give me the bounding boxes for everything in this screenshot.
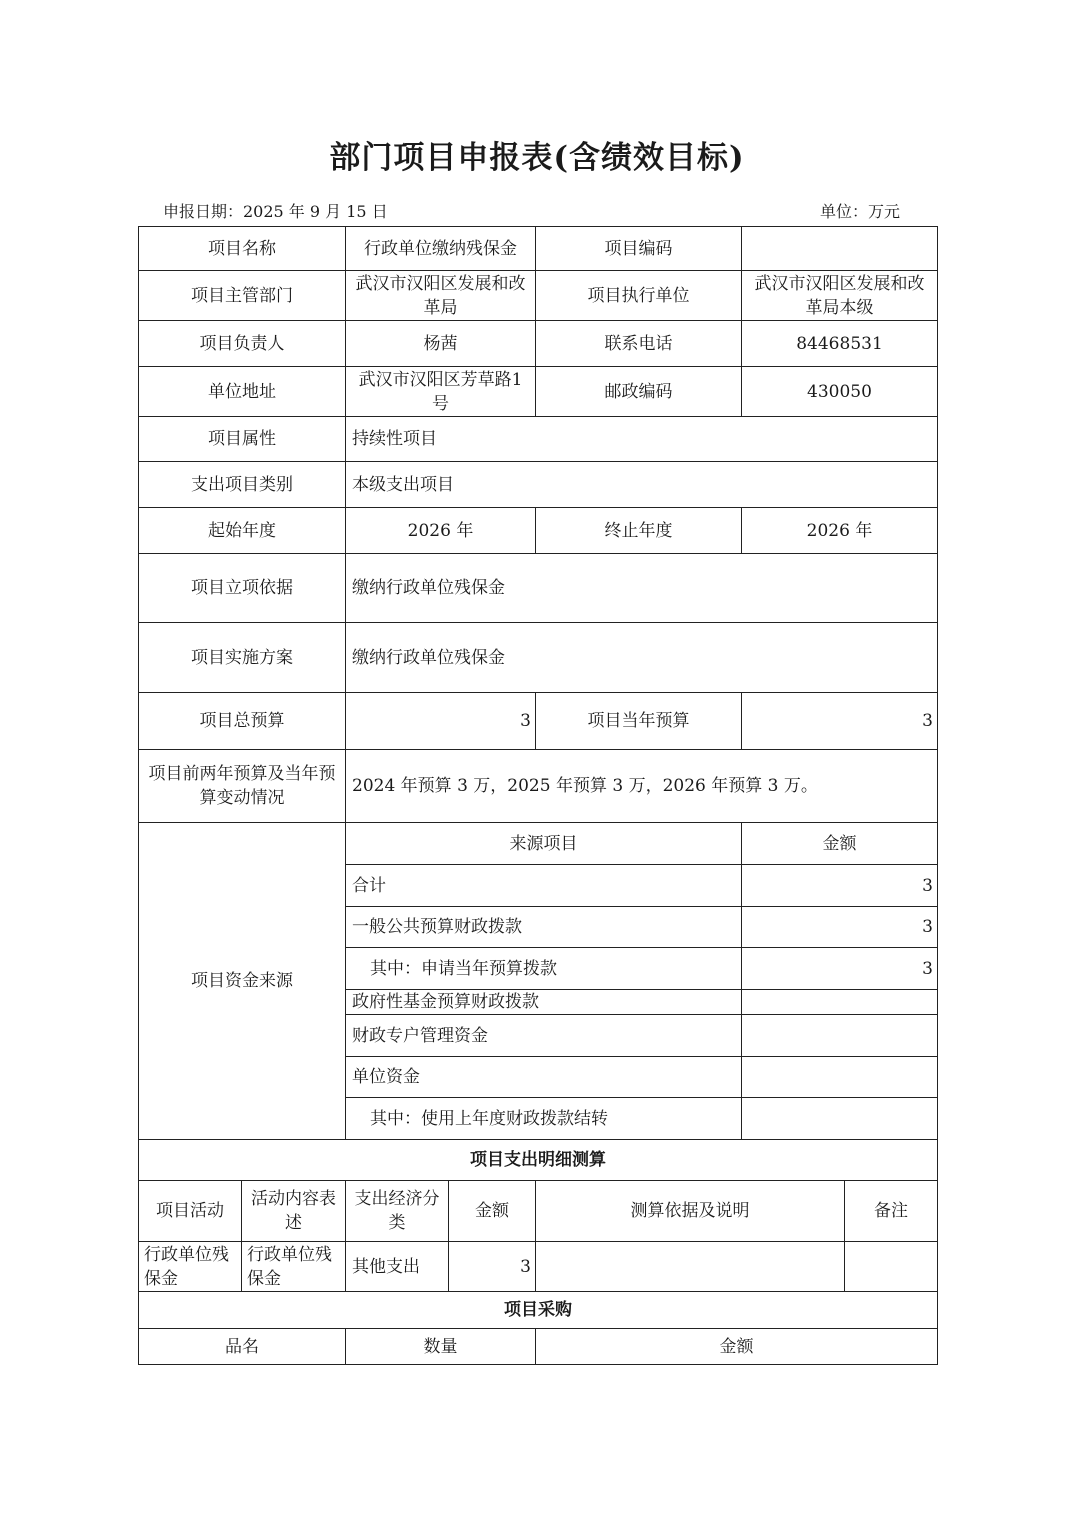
expense-header-amount: 金额 [449,1181,536,1242]
expense-row [139,1242,938,1292]
funding-header-source: 来源项目 [346,823,742,865]
funding-label: 项目资金来源 [139,823,346,1140]
label-phone: 联系电话 [536,321,742,367]
value-project-name: 行政单位缴纳残保金 [346,227,536,271]
row-departments [139,271,938,321]
funding-source: 政府性基金预算财政拨款 [346,990,742,1015]
expense-detail-table [138,1139,938,1365]
unit-label: 单位：万元 [820,202,901,221]
expense-basis [536,1242,845,1292]
procurement-header-amount: 金额 [536,1329,938,1365]
value-total-budget: 3 [346,693,536,750]
expense-amount: 3 [449,1242,536,1292]
funding-amount [742,990,938,1015]
label-leader: 项目负责人 [139,321,346,367]
label-start-year: 起始年度 [139,508,346,554]
label-plan: 项目实施方案 [139,623,346,693]
expense-section-title: 项目支出明细测算 [139,1140,938,1181]
label-supervisor: 项目主管部门 [139,271,346,321]
funding-source: 其中：申请当年预算拨款 [346,948,742,990]
expense-header-basis: 测算依据及说明 [536,1181,845,1242]
label-history: 项目前两年预算及当年预算变动情况 [139,750,346,823]
funding-amount [742,1098,938,1140]
value-start-year: 2026 年 [346,508,536,554]
value-executor: 武汉市汉阳区发展和改革局本级 [742,271,938,321]
funding-amount: 3 [742,948,938,990]
funding-amount [742,1015,938,1057]
value-attribute: 持续性项目 [346,417,938,462]
label-basis: 项目立项依据 [139,554,346,623]
expense-section-title-row [139,1140,938,1181]
label-attribute: 项目属性 [139,417,346,462]
expense-classification: 其他支出 [346,1242,449,1292]
expense-header-row [139,1181,938,1242]
expense-header-classification: 支出经济分类 [346,1181,449,1242]
procurement-section-title: 项目采购 [139,1292,938,1329]
value-phone: 84468531 [742,321,938,367]
value-leader: 杨茜 [346,321,536,367]
procurement-section-title-row [139,1292,938,1329]
row-address [139,367,938,417]
funding-source: 合计 [346,865,742,907]
row-contact [139,321,938,367]
row-budget [139,693,938,750]
value-supervisor: 武汉市汉阳区发展和改革局 [346,271,536,321]
procurement-header-item: 品名 [139,1329,346,1365]
procurement-header-quantity: 数量 [346,1329,536,1365]
row-years [139,508,938,554]
project-application-table [138,226,938,823]
label-postcode: 邮政编码 [536,367,742,417]
value-plan: 缴纳行政单位残保金 [346,623,938,693]
funding-source: 财政专户管理资金 [346,1015,742,1057]
funding-source: 其中：使用上年度财政拨款结转 [346,1098,742,1140]
label-address: 单位地址 [139,367,346,417]
value-current-budget: 3 [742,693,938,750]
expense-header-note: 备注 [845,1181,938,1242]
expense-description: 行政单位残保金 [242,1242,346,1292]
page-title: 部门项目申报表(含绩效目标) [329,140,745,176]
funding-source: 单位资金 [346,1057,742,1098]
funding-amount: 3 [742,865,938,907]
label-total-budget: 项目总预算 [139,693,346,750]
funding-amount [742,1057,938,1098]
row-history [139,750,938,823]
funding-amount: 3 [742,907,938,948]
funding-header [139,823,938,865]
row-plan [139,623,938,693]
row-basis [139,554,938,623]
label-executor: 项目执行单位 [536,271,742,321]
funding-table [138,822,938,1140]
value-end-year: 2026 年 [742,508,938,554]
funding-source: 一般公共预算财政拨款 [346,907,742,948]
value-postcode: 430050 [742,367,938,417]
row-project-name [139,227,938,271]
funding-header-amount: 金额 [742,823,938,865]
label-project-name: 项目名称 [139,227,346,271]
row-attribute [139,417,938,462]
label-current-budget: 项目当年预算 [536,693,742,750]
label-project-code: 项目编码 [536,227,742,271]
report-date: 申报日期：2025 年 9 月 15 日 [163,202,388,221]
label-end-year: 终止年度 [536,508,742,554]
row-category [139,462,938,508]
expense-note [845,1242,938,1292]
value-basis: 缴纳行政单位残保金 [346,554,938,623]
expense-header-description: 活动内容表述 [242,1181,346,1242]
procurement-header-row [139,1329,938,1365]
expense-header-activity: 项目活动 [139,1181,242,1242]
expense-activity: 行政单位残保金 [139,1242,242,1292]
value-address: 武汉市汉阳区芳草路1号 [346,367,536,417]
value-category: 本级支出项目 [346,462,938,508]
value-history: 2024 年预算 3 万，2025 年预算 3 万，2026 年预算 3 万。 [346,750,938,823]
value-project-code [742,227,938,271]
label-category: 支出项目类别 [139,462,346,508]
